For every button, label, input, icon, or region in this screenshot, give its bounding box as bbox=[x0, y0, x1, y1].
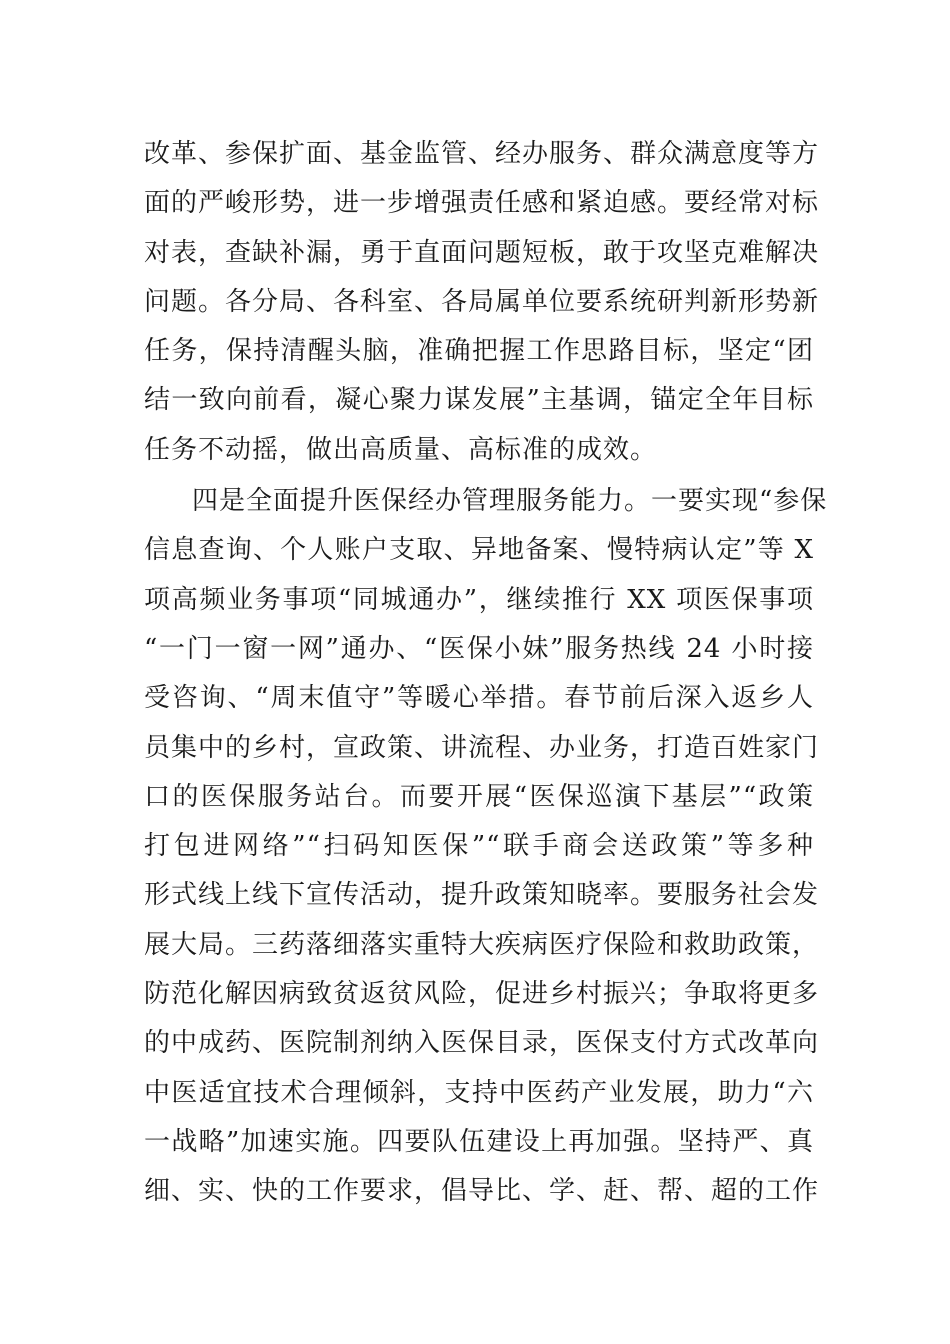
text-line: 面的严峻形势，进一步增强责任感和紧迫感。要经常对标 bbox=[144, 188, 820, 219]
text-line: 中医适宜技术合理倾斜，支持中医药产业发展，助力“六 bbox=[144, 1077, 814, 1108]
text-line: 形式线上线下宣传活动，提升政策知晓率。要服务社会发 bbox=[144, 880, 820, 911]
text-line: 的中成药、医院制剂纳入医保目录，医保支付方式改革向 bbox=[144, 1028, 820, 1059]
paragraph-2 bbox=[144, 477, 828, 1216]
text-line: 打包进网络”“扫码知医保”“联手商会送政策”等多种 bbox=[144, 831, 814, 862]
text-line: 结一致向前看，凝心聚力谋发展”主基调，锚定全年目标 bbox=[144, 385, 814, 416]
text-line: 一战略”加速实施。四要队伍建设上再加强。坚持严、真 bbox=[144, 1126, 814, 1157]
text-line: 展大局。三药落细落实重特大疾病医疗保险和救助政策， bbox=[144, 929, 820, 960]
text-line: 受咨询、“周末值守”等暖心举措。春节前后深入返乡人 bbox=[144, 683, 814, 714]
text-line: 任务不动摇，做出高质量、高标准的成效。 bbox=[144, 434, 658, 465]
text-line: 改革、参保扩面、基金监管、经办服务、群众满意度等方 bbox=[144, 139, 820, 169]
text-line: 信息查询、个人账户支取、异地备案、慢特病认定”等 X bbox=[144, 535, 814, 566]
text-line: 员集中的乡村，宣政策、讲流程、办业务，打造百姓家门 bbox=[144, 732, 820, 763]
text-line: “一门一窗一网”通办、“医保小妹”服务热线 24 小时接 bbox=[144, 633, 814, 664]
text-line: 项高频业务事项“同城通办”，继续推行 XX 项医保事项 bbox=[144, 584, 814, 615]
text-line: 细、实、快的工作要求，倡导比、学、赶、帮、超的工作 bbox=[144, 1176, 820, 1207]
text-line: 口的医保服务站台。而要开展“医保巡演下基层”“政策 bbox=[144, 781, 814, 812]
text-line: 防范化解因病致贫返贫风险，促进乡村振兴；争取将更多 bbox=[144, 979, 820, 1010]
text-line: 任务，保持清醒头脑，准确把握工作思路目标，坚定“团 bbox=[144, 336, 814, 367]
text-line: 对表，查缺补漏，勇于直面问题短板，敢于攻坚克难解决 bbox=[144, 237, 820, 268]
text-line: 四是全面提升医保经办管理服务能力。一要实现“参保 bbox=[192, 486, 828, 517]
text-line: 问题。各分局、各科室、各局属单位要系统研判新形势新 bbox=[144, 286, 820, 317]
document-body bbox=[144, 130, 828, 1217]
paragraph-1 bbox=[144, 130, 820, 475]
